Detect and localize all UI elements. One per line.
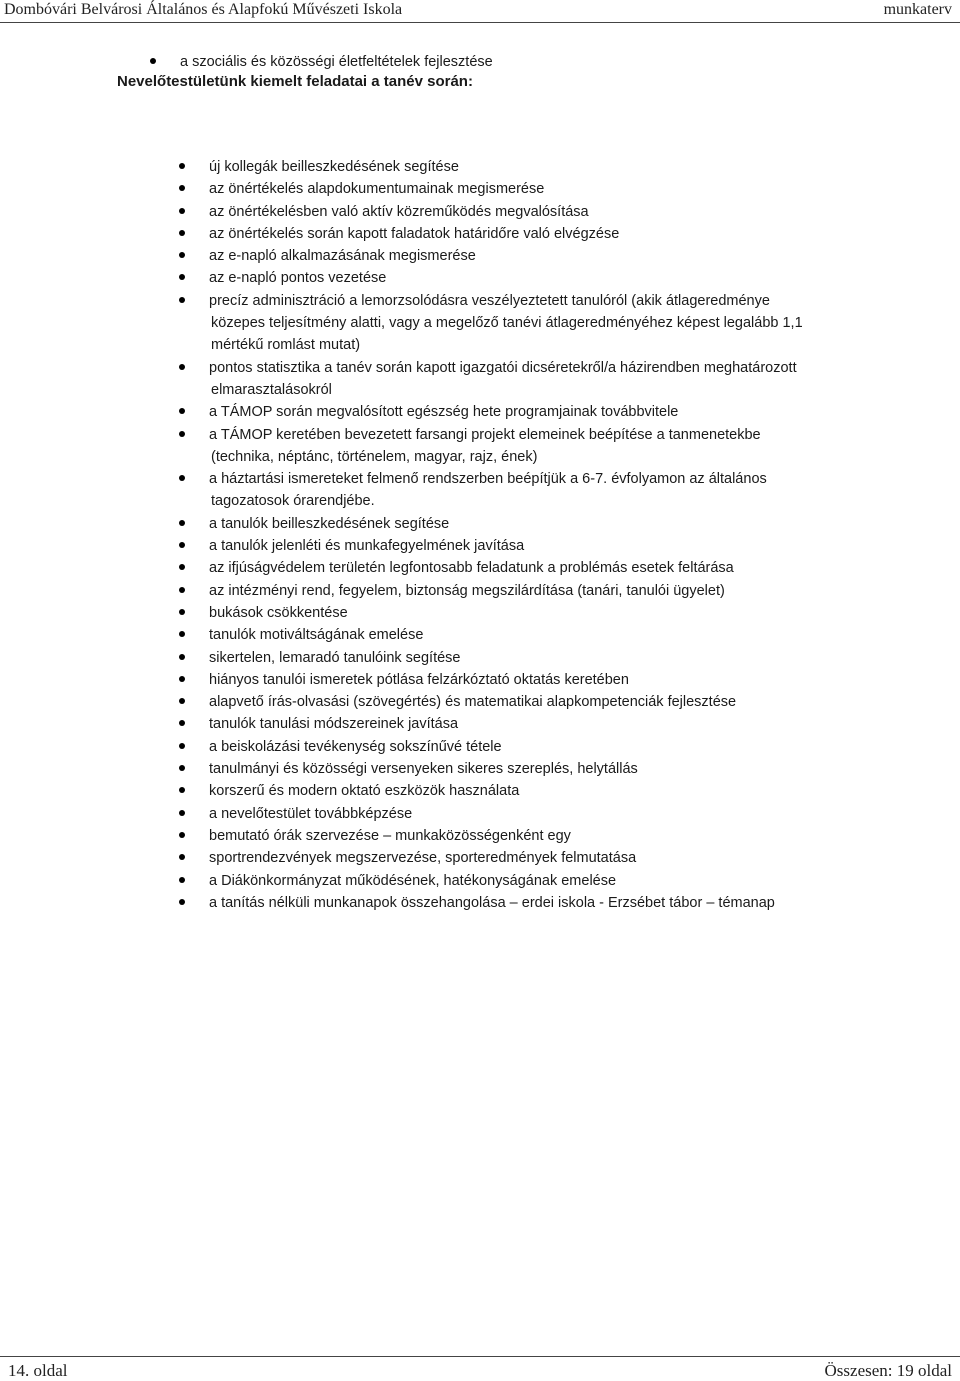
task-item <box>179 245 879 267</box>
task-item-text: közepes teljesítmény alatti, vagy a megelőző tanévi átlageredményéhez képest legalább 1,1 <box>211 315 803 332</box>
task-item-text: elmarasztalásokról <box>211 381 332 398</box>
task-item-text: korszerű és modern oktató eszközök használata <box>209 783 520 800</box>
task-item-text: tanulók tanulási módszereinek javítása <box>209 716 459 733</box>
bullet-icon <box>179 520 185 526</box>
task-item-text: a Diákönkormányzat működésének, hatékonyságának emelése <box>209 872 617 889</box>
bullet-icon <box>179 252 185 258</box>
document-type: munkaterv <box>883 1 952 18</box>
task-item <box>179 669 879 691</box>
bullet-icon <box>179 408 185 414</box>
task-item-text: tanulmányi és közösségi versenyeken sikeres szereplés, helytállás <box>209 761 638 778</box>
task-item <box>179 513 879 535</box>
task-item <box>179 825 879 847</box>
intro-bullet-list <box>150 51 493 73</box>
bullet-icon <box>179 542 185 548</box>
bullet-icon <box>179 431 185 437</box>
task-item <box>179 803 879 825</box>
bullet-icon <box>179 698 185 704</box>
bullet-icon <box>179 720 185 726</box>
task-item-text: pontos statisztika a tanév során kapott igazgatói dicséretekről/a házirendben meghatározott <box>209 359 797 376</box>
list-item <box>150 51 493 73</box>
bullet-icon <box>179 854 185 860</box>
task-item <box>179 736 879 758</box>
bullet-icon <box>179 899 185 905</box>
bullet-icon <box>179 163 185 169</box>
task-item-text: a tanítás nélküli munkanapok összehangolása – erdei iskola - Erzsébet tábor – témanap <box>209 894 775 911</box>
task-item <box>179 290 879 357</box>
bullet-icon <box>179 230 185 236</box>
task-bullet-list <box>179 156 879 914</box>
bullet-icon <box>179 631 185 637</box>
task-item <box>179 357 879 402</box>
task-item <box>179 713 879 735</box>
task-item <box>179 535 879 557</box>
task-item-text: az e-napló alkalmazásának megismerése <box>209 248 476 265</box>
bullet-icon <box>179 587 185 593</box>
task-item-text: tagozatosok órarendjébe. <box>211 493 375 510</box>
page-footer <box>0 1356 960 1381</box>
task-item-text: precíz adminisztráció a lemorzsolódásra veszélyeztetett tanulóról (akik átlageredménye <box>209 292 770 309</box>
bullet-icon <box>179 676 185 682</box>
task-item-text: alapvető írás-olvasási (szövegértés) és matematikai alapkompetenciák fejlesztése <box>209 694 737 711</box>
task-item-text: az önértékelés során kapott faladatok határidőre való elvégzése <box>209 225 620 242</box>
list-item-text: a szociális és közösségi életfeltételek fejlesztése <box>180 54 493 70</box>
task-item <box>179 624 879 646</box>
task-item <box>179 267 879 289</box>
task-item <box>179 401 879 423</box>
bullet-icon <box>150 58 156 64</box>
task-item-text: hiányos tanulói ismeretek pótlása felzárkóztató oktatás keretében <box>209 671 629 688</box>
page-number: 14. oldal <box>8 1361 68 1380</box>
bullet-icon <box>179 609 185 615</box>
bullet-icon <box>179 274 185 280</box>
section-heading: Nevelőtestületünk kiemelt feladatai a tanév során: <box>117 73 473 90</box>
task-item <box>179 156 879 178</box>
school-name: Dombóvári Belvárosi Általános és Alapfokú Művészeti Iskola <box>4 1 403 18</box>
task-item <box>179 691 879 713</box>
task-item-text: az intézményi rend, fegyelem, biztonság megszilárdítása (tanári, tanulói ügyelet) <box>209 582 725 599</box>
task-item <box>179 580 879 602</box>
bullet-icon <box>179 475 185 481</box>
bullet-icon <box>179 810 185 816</box>
task-item-text: az önértékelésben való aktív közreműködés megvalósítása <box>209 203 589 220</box>
bullet-icon <box>179 787 185 793</box>
task-item-text: sportrendezvények megszervezése, sporteredmények felmutatása <box>209 850 637 867</box>
task-item-text: az e-napló pontos vezetése <box>209 270 387 287</box>
task-item-text: bemutató órák szervezése – munkaközösségenként egy <box>209 827 571 844</box>
task-item-text: a tanulók jelenléti és munkafegyelmének javítása <box>209 538 525 555</box>
task-item <box>179 557 879 579</box>
task-item <box>179 892 879 914</box>
task-item <box>179 468 879 513</box>
bullet-icon <box>179 297 185 303</box>
task-item <box>179 870 879 892</box>
task-item-text: a beiskolázási tevékenység sokszínűvé tétele <box>209 738 502 755</box>
bullet-icon <box>179 364 185 370</box>
task-item-text: a nevelőtestület továbbképzése <box>209 805 413 822</box>
task-item <box>179 647 879 669</box>
task-item-text: az ifjúságvédelem területén legfontosabb feladatunk a problémás esetek feltárása <box>209 560 734 577</box>
task-item-text: a háztartási ismereteket felmenő rendszerben beépítjük a 6-7. évfolyamon az általános <box>209 471 767 488</box>
bullet-icon <box>179 743 185 749</box>
bullet-icon <box>179 877 185 883</box>
bullet-icon <box>179 654 185 660</box>
task-item <box>179 758 879 780</box>
task-item-text: a TÁMOP során megvalósított egészség hete programjainak továbbvitele <box>209 404 679 421</box>
task-item <box>179 201 879 223</box>
bullet-icon <box>179 208 185 214</box>
task-item <box>179 424 879 469</box>
task-item <box>179 223 879 245</box>
task-item-text: sikertelen, lemaradó tanulóink segítése <box>209 649 461 666</box>
page-header <box>0 0 960 23</box>
task-item-text: bukások csökkentése <box>209 604 348 621</box>
bullet-icon <box>179 564 185 570</box>
task-item-text: (technika, néptánc, történelem, magyar, rajz, ének) <box>211 448 538 465</box>
task-item-text: az önértékelés alapdokumentumainak megismerése <box>209 181 545 198</box>
task-item-text: a TÁMOP keretében bevezetett farsangi projekt elemeinek beépítése a tanmenetekbe <box>209 426 761 443</box>
bullet-icon <box>179 765 185 771</box>
task-item-text: új kollegák beilleszkedésének segítése <box>209 159 459 175</box>
bullet-icon <box>179 185 185 191</box>
task-item <box>179 602 879 624</box>
task-item <box>179 178 879 200</box>
task-item <box>179 780 879 802</box>
task-item-text: tanulók motiváltságának emelése <box>209 627 424 644</box>
task-item-text: mértékű romlást mutat) <box>211 337 361 354</box>
page-total: Összesen: 19 oldal <box>824 1361 952 1380</box>
task-item-text: a tanulók beilleszkedésének segítése <box>209 515 450 532</box>
bullet-icon <box>179 832 185 838</box>
task-item <box>179 847 879 869</box>
